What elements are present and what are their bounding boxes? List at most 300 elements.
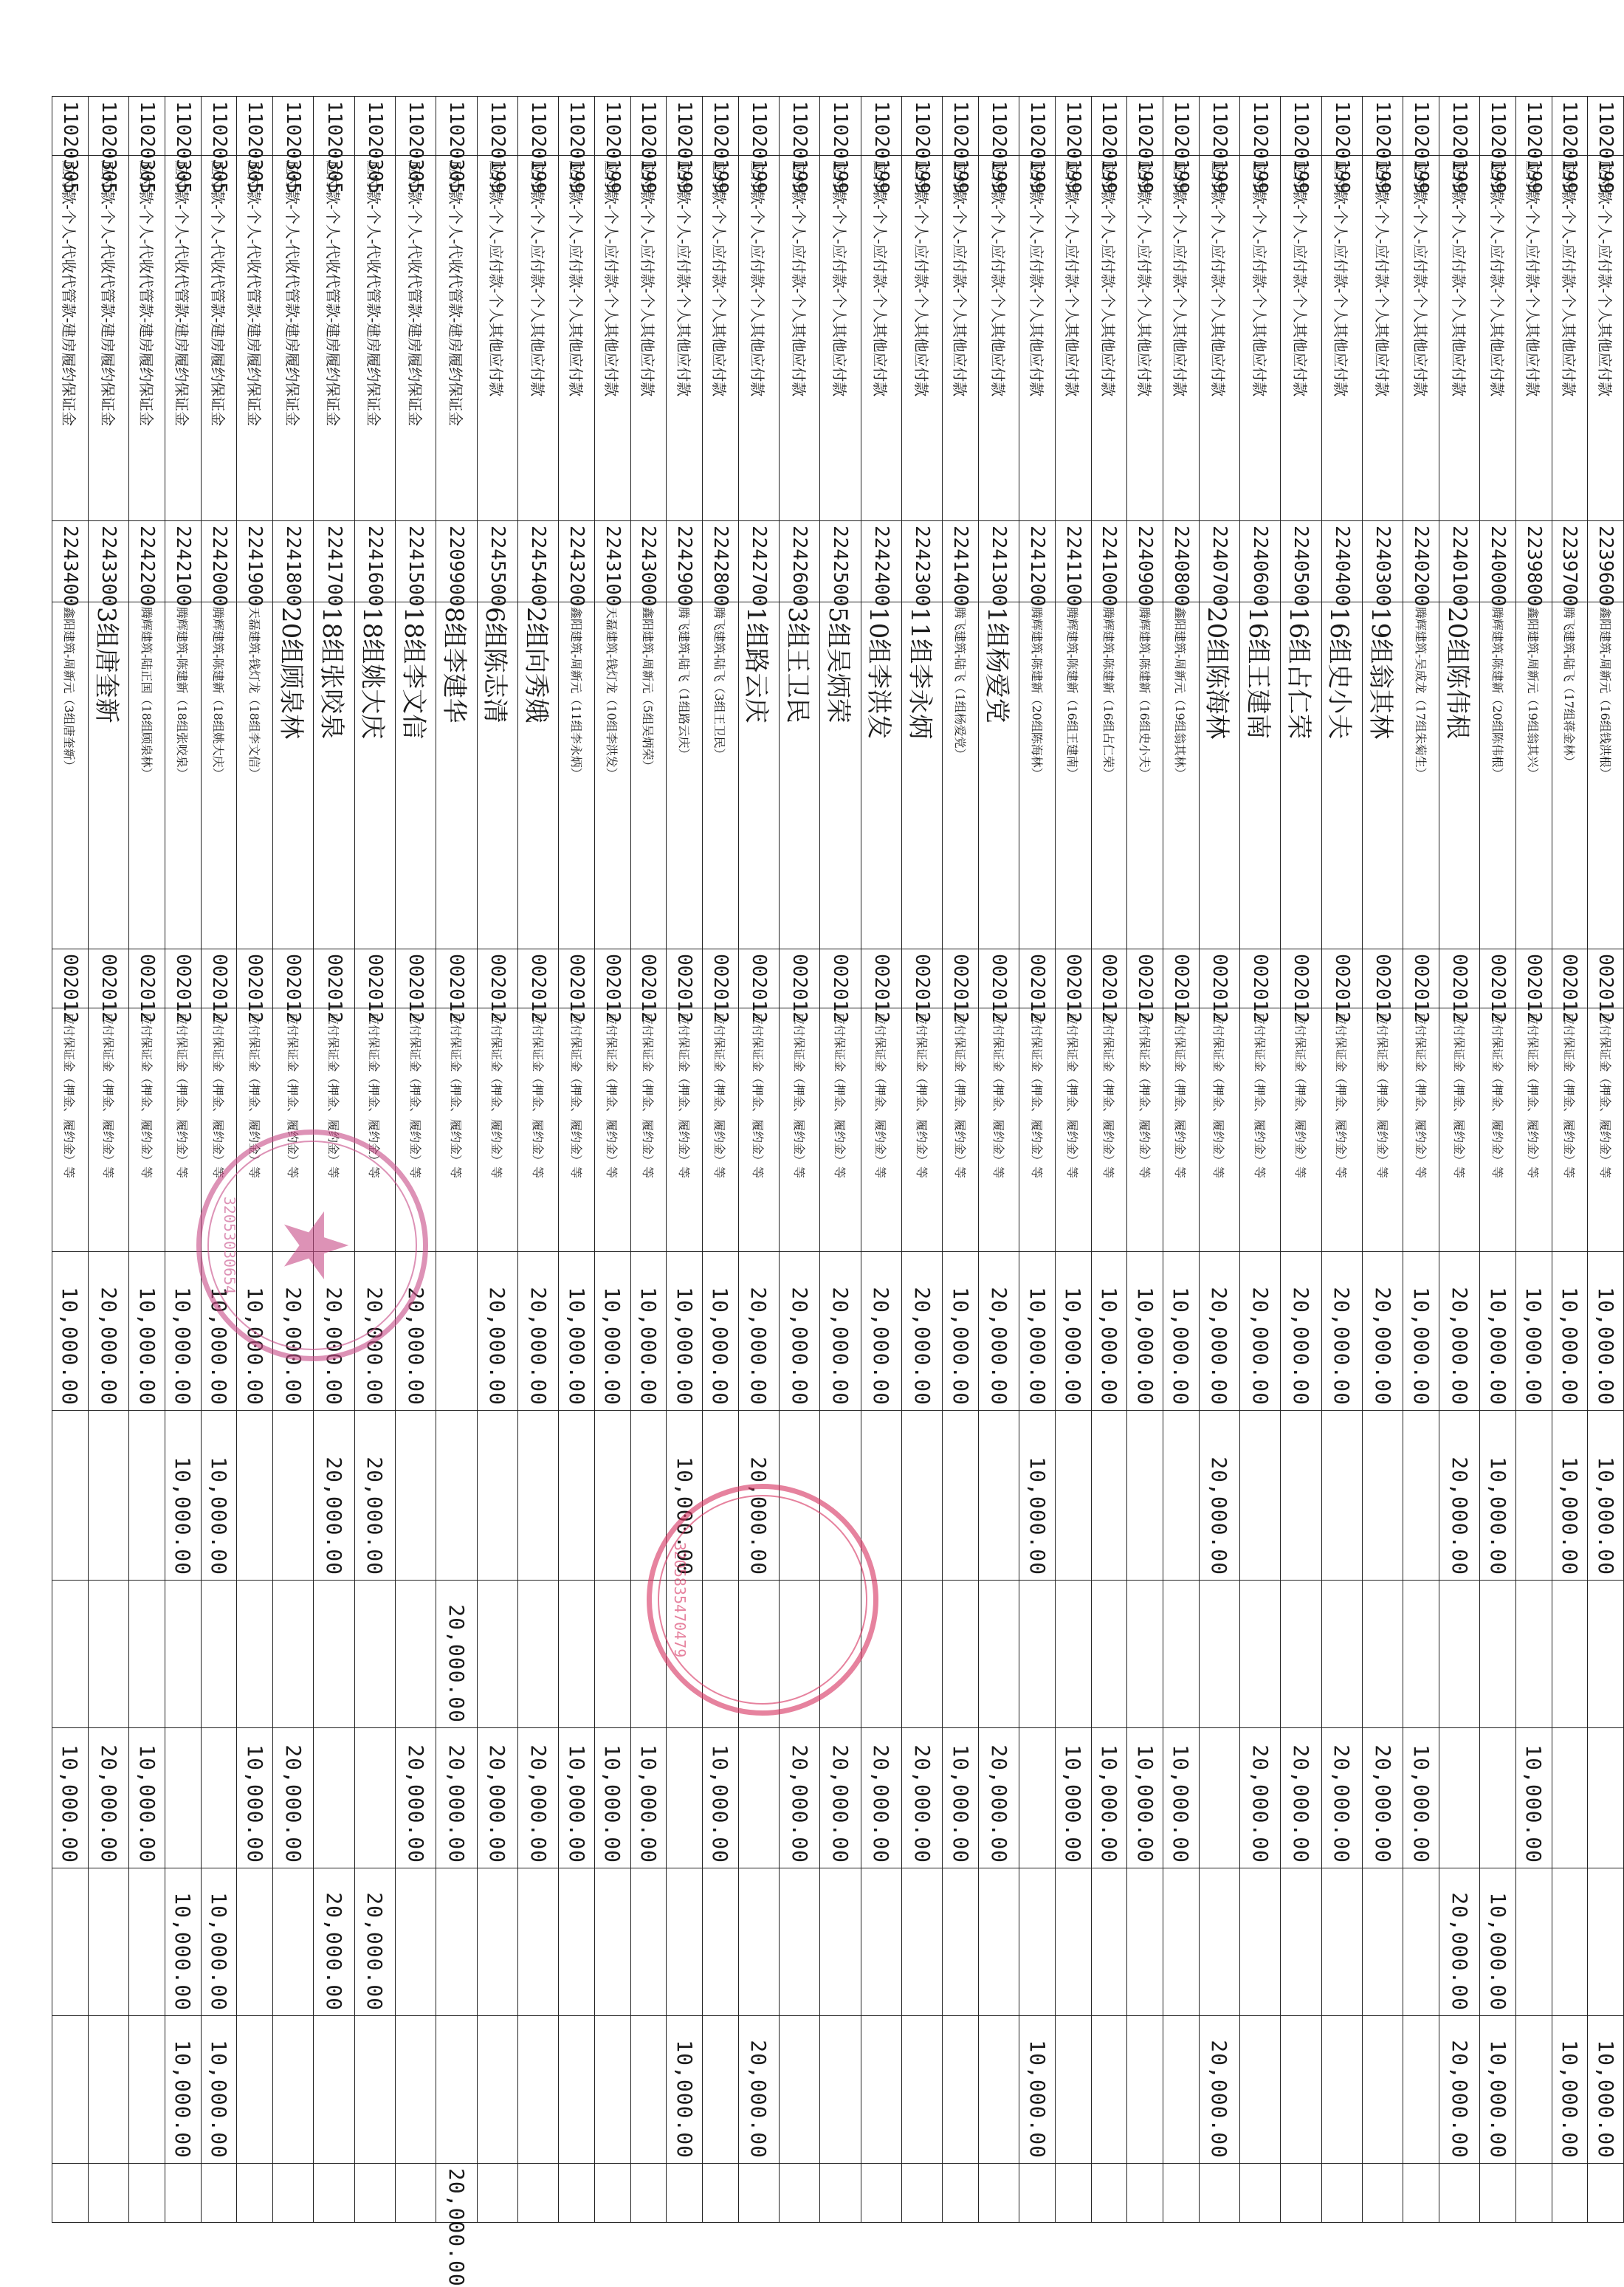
amount-cell-7 bbox=[165, 2164, 202, 2223]
amount-cell-5 bbox=[820, 1868, 861, 2016]
description-cell: 应付保证金（押金、履约金）等 bbox=[1163, 1008, 1200, 1252]
account-code-cell: 11020199 bbox=[594, 97, 630, 156]
amount-cell-6 bbox=[237, 2016, 273, 2164]
description-cell: 应付保证金（押金、履约金）等 bbox=[89, 1008, 129, 1252]
amount-cell-5 bbox=[1515, 1868, 1552, 2016]
account-code-cell: 11020199 bbox=[1515, 97, 1552, 156]
account-name-cell: 应付款-个人-代收代管款-建房履约保证金 bbox=[201, 156, 237, 521]
account-name-cell: 应付款-个人-应付款-个人其他应付款 bbox=[594, 156, 630, 521]
account-code-cell: 11020199 bbox=[901, 97, 942, 156]
amount-cell-4: 20,000.00 bbox=[89, 1728, 129, 1868]
amount-cell-3 bbox=[943, 1581, 979, 1728]
table-row bbox=[1199, 97, 1239, 2223]
amount-cell-5 bbox=[861, 1868, 901, 2016]
table-row bbox=[1439, 97, 1479, 2223]
amount-cell-6: 20,000.00 bbox=[738, 2016, 779, 2164]
account-name-cell: 应付款-个人-应付款-个人其他应付款 bbox=[1281, 156, 1321, 521]
amount-cell-2 bbox=[703, 1411, 739, 1581]
account-code-cell: 11020199 bbox=[1055, 97, 1091, 156]
seal-star-icon: ★ bbox=[263, 1206, 366, 1285]
amount-cell-3 bbox=[1127, 1581, 1163, 1728]
amount-cell-2 bbox=[630, 1411, 667, 1581]
amount-cell-1: 10,000.00 bbox=[1588, 1252, 1624, 1411]
amount-cell-4: 10,000.00 bbox=[1127, 1728, 1163, 1868]
description-cell: 应付保证金（押金、履约金）等 bbox=[1127, 1008, 1163, 1252]
type-code-cell: 002012 bbox=[667, 949, 703, 1008]
table-row bbox=[901, 97, 942, 2223]
description-cell: 应付保证金（押金、履约金）等 bbox=[436, 1008, 477, 1252]
account-code-cell: 11020199 bbox=[1240, 97, 1281, 156]
amount-cell-2 bbox=[1127, 1411, 1163, 1581]
table-row bbox=[1019, 97, 1056, 2223]
amount-cell-1: 10,000.00 bbox=[630, 1252, 667, 1411]
account-code-cell: 11020199 bbox=[667, 97, 703, 156]
amount-cell-3 bbox=[354, 1581, 395, 1728]
description-cell: 应付保证金（押金、履约金）等 bbox=[559, 1008, 595, 1252]
amount-cell-6 bbox=[780, 2016, 820, 2164]
payee-name-cell: 腾辉建筑-陈建新（18组张咬泉） bbox=[165, 602, 202, 949]
entry-code-cell: 2240400 bbox=[1321, 521, 1362, 602]
amount-cell-6 bbox=[1240, 2016, 1281, 2164]
amount-cell-7 bbox=[1163, 2164, 1200, 2223]
type-code-cell: 002012 bbox=[1240, 949, 1281, 1008]
amount-cell-7 bbox=[1055, 2164, 1091, 2223]
amount-cell-4: 10,000.00 bbox=[1515, 1728, 1552, 1868]
table-row bbox=[630, 97, 667, 2223]
amount-cell-3 bbox=[52, 1581, 89, 1728]
table-row bbox=[1091, 97, 1127, 2223]
amount-cell-5 bbox=[1019, 1868, 1056, 2016]
description-cell: 应付保证金（押金、履约金）等 bbox=[1281, 1008, 1321, 1252]
amount-cell-4 bbox=[201, 1728, 237, 1868]
amount-cell-3 bbox=[237, 1581, 273, 1728]
entry-code-cell: 2240100 bbox=[1439, 521, 1479, 602]
amount-cell-5: 20,000.00 bbox=[314, 1868, 354, 2016]
amount-cell-7 bbox=[1091, 2164, 1127, 2223]
amount-cell-7 bbox=[1019, 2164, 1056, 2223]
table-row bbox=[1240, 97, 1281, 2223]
account-name-cell: 应付款-个人-应付款-个人其他应付款 bbox=[1588, 156, 1624, 521]
table-row bbox=[477, 97, 517, 2223]
account-name-cell: 应付款-个人-应付款-个人其他应付款 bbox=[1199, 156, 1239, 521]
account-name-cell: 应付款-个人-应付款-个人其他应付款 bbox=[1091, 156, 1127, 521]
amount-cell-5 bbox=[396, 1868, 436, 2016]
table-row bbox=[436, 97, 477, 2223]
amount-cell-6 bbox=[1362, 2016, 1403, 2164]
amount-cell-5 bbox=[129, 1868, 165, 2016]
amount-cell-3 bbox=[517, 1581, 558, 1728]
amount-cell-7 bbox=[1240, 2164, 1281, 2223]
type-code-cell: 002012 bbox=[1552, 949, 1588, 1008]
amount-cell-3 bbox=[89, 1581, 129, 1728]
amount-cell-1: 20,000.00 bbox=[1240, 1252, 1281, 1411]
amount-cell-1: 10,000.00 bbox=[52, 1252, 89, 1411]
account-name-cell: 应付款-个人-应付款-个人其他应付款 bbox=[1552, 156, 1588, 521]
entry-code-cell: 2242600 bbox=[780, 521, 820, 602]
amount-cell-6: 10,000.00 bbox=[1588, 2016, 1624, 2164]
entry-code-cell: 2240300 bbox=[1362, 521, 1403, 602]
type-code-cell: 002012 bbox=[1163, 949, 1200, 1008]
description-cell: 应付保证金（押金、履约金）等 bbox=[1515, 1008, 1552, 1252]
account-name-cell: 应付款-个人-应付款-个人其他应付款 bbox=[738, 156, 779, 521]
amount-cell-7 bbox=[517, 2164, 558, 2223]
entry-code-cell: 2241300 bbox=[978, 521, 1019, 602]
account-name-cell: 应付款-个人-应付款-个人其他应付款 bbox=[477, 156, 517, 521]
payee-name-cell: 1组杨爱党 bbox=[978, 602, 1019, 949]
description-cell: 应付保证金（押金、履约金）等 bbox=[1439, 1008, 1479, 1252]
description-cell: 应付保证金（押金、履约金）等 bbox=[1019, 1008, 1056, 1252]
amount-cell-1: 10,000.00 bbox=[1480, 1252, 1516, 1411]
account-name-cell: 应付款-个人-应付款-个人其他应付款 bbox=[1321, 156, 1362, 521]
amount-cell-1: 20,000.00 bbox=[396, 1252, 436, 1411]
payee-name-cell: 腾辉建筑-陈建新（20组陈海林） bbox=[1019, 602, 1056, 949]
entry-code-cell: 2241700 bbox=[314, 521, 354, 602]
amount-cell-7 bbox=[237, 2164, 273, 2223]
payee-name-cell: 天磊建筑-钱灯龙（10组李洪发） bbox=[594, 602, 630, 949]
payee-name-cell: 19组翁其林 bbox=[1362, 602, 1403, 949]
amount-cell-3 bbox=[901, 1581, 942, 1728]
account-name-cell: 应付款-个人-应付款-个人其他应付款 bbox=[1163, 156, 1200, 521]
table-row bbox=[1055, 97, 1091, 2223]
amount-cell-5 bbox=[1362, 1868, 1403, 2016]
amount-cell-1: 20,000.00 bbox=[1439, 1252, 1479, 1411]
account-name-cell: 应付款-个人-应付款-个人其他应付款 bbox=[861, 156, 901, 521]
amount-cell-2 bbox=[978, 1411, 1019, 1581]
amount-cell-3 bbox=[1480, 1581, 1516, 1728]
amount-cell-7 bbox=[594, 2164, 630, 2223]
entry-code-cell: 2241800 bbox=[273, 521, 314, 602]
account-code-cell: 11020305 bbox=[314, 97, 354, 156]
type-code-cell: 002012 bbox=[559, 949, 595, 1008]
amount-cell-2 bbox=[820, 1411, 861, 1581]
amount-cell-6 bbox=[273, 2016, 314, 2164]
type-code-cell: 002012 bbox=[1019, 949, 1056, 1008]
amount-cell-5 bbox=[1403, 1868, 1439, 2016]
type-code-cell: 002012 bbox=[89, 949, 129, 1008]
account-name-cell: 应付款-个人-应付款-个人其他应付款 bbox=[780, 156, 820, 521]
payee-name-cell: 腾飞建筑-陆飞（3组王卫民） bbox=[703, 602, 739, 949]
amount-cell-5: 10,000.00 bbox=[1480, 1868, 1516, 2016]
rotated-ledger-sheet bbox=[52, 96, 1624, 2287]
amount-cell-5 bbox=[1199, 1868, 1239, 2016]
amount-cell-6: 10,000.00 bbox=[1480, 2016, 1516, 2164]
account-name-cell: 应付款-个人-应付款-个人其他应付款 bbox=[901, 156, 942, 521]
amount-cell-7 bbox=[477, 2164, 517, 2223]
amount-cell-7 bbox=[89, 2164, 129, 2223]
amount-cell-2 bbox=[901, 1411, 942, 1581]
amount-cell-4 bbox=[1439, 1728, 1479, 1868]
account-name-cell: 应付款-个人-应付款-个人其他应付款 bbox=[517, 156, 558, 521]
amount-cell-2 bbox=[861, 1411, 901, 1581]
payee-name-cell: 天磊建筑-钱灯龙（18组李文信） bbox=[237, 602, 273, 949]
amount-cell-3 bbox=[1403, 1581, 1439, 1728]
table-row bbox=[1281, 97, 1321, 2223]
payee-name-cell: 腾辉建筑-陆正国（18组顾泉林） bbox=[129, 602, 165, 949]
type-code-cell: 002012 bbox=[703, 949, 739, 1008]
type-code-cell: 002012 bbox=[436, 949, 477, 1008]
description-cell: 应付保证金（押金、履约金）等 bbox=[354, 1008, 395, 1252]
amount-cell-4: 20,000.00 bbox=[477, 1728, 517, 1868]
amount-cell-4: 20,000.00 bbox=[1281, 1728, 1321, 1868]
account-name-cell: 应付款-个人-应付款-个人其他应付款 bbox=[1480, 156, 1516, 521]
payee-name-cell: 腾辉建筑-吴成龙（17组朱菊生） bbox=[1403, 602, 1439, 949]
amount-cell-1: 10,000.00 bbox=[667, 1252, 703, 1411]
amount-cell-2 bbox=[237, 1411, 273, 1581]
amount-cell-7 bbox=[901, 2164, 942, 2223]
payee-name-cell: 鑫阳建筑-周新元（19组翁其林） bbox=[1163, 602, 1200, 949]
amount-cell-2 bbox=[1515, 1411, 1552, 1581]
amount-cell-1: 20,000.00 bbox=[477, 1252, 517, 1411]
amount-cell-6 bbox=[1403, 2016, 1439, 2164]
amount-cell-5: 10,000.00 bbox=[201, 1868, 237, 2016]
amount-cell-2 bbox=[52, 1411, 89, 1581]
amount-cell-7 bbox=[1515, 2164, 1552, 2223]
table-row bbox=[165, 97, 202, 2223]
amount-cell-3 bbox=[1515, 1581, 1552, 1728]
amount-cell-1: 10,000.00 bbox=[1091, 1252, 1127, 1411]
amount-cell-4: 10,000.00 bbox=[52, 1728, 89, 1868]
type-code-cell: 002012 bbox=[738, 949, 779, 1008]
payee-name-cell: 11组李永炳 bbox=[901, 602, 942, 949]
description-cell: 应付保证金（押金、履约金）等 bbox=[943, 1008, 979, 1252]
amount-cell-2: 10,000.00 bbox=[1019, 1411, 1056, 1581]
amount-cell-5 bbox=[1552, 1868, 1588, 2016]
account-name-cell: 应付款-个人-代收代管款-建房履约保证金 bbox=[52, 156, 89, 521]
amount-cell-1: 20,000.00 bbox=[273, 1252, 314, 1411]
amount-cell-2: 10,000.00 bbox=[667, 1411, 703, 1581]
amount-cell-5 bbox=[943, 1868, 979, 2016]
amount-cell-2 bbox=[1321, 1411, 1362, 1581]
description-cell: 应付保证金（押金、履约金）等 bbox=[52, 1008, 89, 1252]
payee-name-cell: 鑫阳建筑-周新元（19组翁其兴） bbox=[1515, 602, 1552, 949]
amount-cell-1: 20,000.00 bbox=[1281, 1252, 1321, 1411]
amount-cell-5: 20,000.00 bbox=[354, 1868, 395, 2016]
amount-cell-7 bbox=[943, 2164, 979, 2223]
amount-cell-6 bbox=[477, 2016, 517, 2164]
amount-cell-1: 10,000.00 bbox=[1515, 1252, 1552, 1411]
account-code-cell: 11020305 bbox=[237, 97, 273, 156]
amount-cell-3 bbox=[820, 1581, 861, 1728]
amount-cell-6 bbox=[630, 2016, 667, 2164]
table-row bbox=[780, 97, 820, 2223]
amount-cell-4: 10,000.00 bbox=[703, 1728, 739, 1868]
amount-cell-1: 10,000.00 bbox=[1163, 1252, 1200, 1411]
table-row bbox=[594, 97, 630, 2223]
description-cell: 应付保证金（押金、履约金）等 bbox=[1588, 1008, 1624, 1252]
payee-name-cell: 腾辉建筑-陈建新（18组姚大庆） bbox=[201, 602, 237, 949]
description-cell: 应付保证金（押金、履约金）等 bbox=[901, 1008, 942, 1252]
amount-cell-5 bbox=[703, 1868, 739, 2016]
amount-cell-2 bbox=[559, 1411, 595, 1581]
amount-cell-7 bbox=[314, 2164, 354, 2223]
amount-cell-1: 20,000.00 bbox=[978, 1252, 1019, 1411]
amount-cell-2: 10,000.00 bbox=[1552, 1411, 1588, 1581]
amount-cell-7 bbox=[738, 2164, 779, 2223]
amount-cell-4: 20,000.00 bbox=[273, 1728, 314, 1868]
entry-code-cell: 2242100 bbox=[165, 521, 202, 602]
amount-cell-5 bbox=[630, 1868, 667, 2016]
table-row bbox=[273, 97, 314, 2223]
seal-number: 32053030654 bbox=[221, 1196, 238, 1295]
amount-cell-6 bbox=[1163, 2016, 1200, 2164]
amount-cell-6 bbox=[1127, 2016, 1163, 2164]
amount-cell-3 bbox=[703, 1581, 739, 1728]
account-code-cell: 11020199 bbox=[1362, 97, 1403, 156]
type-code-cell: 002012 bbox=[1588, 949, 1624, 1008]
description-cell: 应付保证金（押金、履约金）等 bbox=[1552, 1008, 1588, 1252]
amount-cell-1: 20,000.00 bbox=[901, 1252, 942, 1411]
account-code-cell: 11020199 bbox=[703, 97, 739, 156]
description-cell: 应付保证金（押金、履约金）等 bbox=[630, 1008, 667, 1252]
type-code-cell: 002012 bbox=[396, 949, 436, 1008]
amount-cell-1: 10,000.00 bbox=[129, 1252, 165, 1411]
table-row bbox=[1515, 97, 1552, 2223]
account-name-cell: 应付款-个人-代收代管款-建房履约保证金 bbox=[273, 156, 314, 521]
amount-cell-7 bbox=[354, 2164, 395, 2223]
account-code-cell: 11020305 bbox=[354, 97, 395, 156]
amount-cell-3 bbox=[1240, 1581, 1281, 1728]
amount-cell-6 bbox=[943, 2016, 979, 2164]
amount-cell-5 bbox=[273, 1868, 314, 2016]
payee-name-cell: 6组陈志清 bbox=[477, 602, 517, 949]
amount-cell-7 bbox=[1281, 2164, 1321, 2223]
type-code-cell: 002012 bbox=[1362, 949, 1403, 1008]
amount-cell-2 bbox=[1163, 1411, 1200, 1581]
amount-cell-7 bbox=[703, 2164, 739, 2223]
type-code-cell: 002012 bbox=[978, 949, 1019, 1008]
amount-cell-2 bbox=[517, 1411, 558, 1581]
table-row bbox=[1552, 97, 1588, 2223]
description-cell: 应付保证金（押金、履约金）等 bbox=[517, 1008, 558, 1252]
entry-code-cell: 2243100 bbox=[594, 521, 630, 602]
table-row bbox=[129, 97, 165, 2223]
amount-cell-4: 20,000.00 bbox=[517, 1728, 558, 1868]
amount-cell-1: 20,000.00 bbox=[1362, 1252, 1403, 1411]
amount-cell-1: 20,000.00 bbox=[820, 1252, 861, 1411]
type-code-cell: 002012 bbox=[1091, 949, 1127, 1008]
amount-cell-6 bbox=[89, 2016, 129, 2164]
amount-cell-4: 20,000.00 bbox=[1240, 1728, 1281, 1868]
payee-name-cell: 20组陈伟根 bbox=[1439, 602, 1479, 949]
entry-code-cell: 2240000 bbox=[1480, 521, 1516, 602]
amount-cell-4: 10,000.00 bbox=[943, 1728, 979, 1868]
amount-cell-1: 10,000.00 bbox=[165, 1252, 202, 1411]
amount-cell-3 bbox=[978, 1581, 1019, 1728]
ledger-body bbox=[52, 97, 1624, 2287]
entry-code-cell: 2241200 bbox=[1019, 521, 1056, 602]
amount-cell-7 bbox=[630, 2164, 667, 2223]
description-cell: 应付保证金（押金、履约金）等 bbox=[165, 1008, 202, 1252]
account-code-cell: 11020305 bbox=[436, 97, 477, 156]
amount-cell-1: 20,000.00 bbox=[1199, 1252, 1239, 1411]
amount-cell-6: 20,000.00 bbox=[1199, 2016, 1239, 2164]
payee-name-cell: 18组李文信 bbox=[396, 602, 436, 949]
account-code-cell: 11020199 bbox=[1403, 97, 1439, 156]
amount-cell-6 bbox=[1515, 2016, 1552, 2164]
amount-cell-2: 10,000.00 bbox=[201, 1411, 237, 1581]
amount-cell-4: 10,000.00 bbox=[1055, 1728, 1091, 1868]
entry-code-cell: 2242400 bbox=[861, 521, 901, 602]
amount-cell-3 bbox=[738, 1581, 779, 1728]
amount-cell-1: 10,000.00 bbox=[201, 1252, 237, 1411]
table-row bbox=[52, 97, 89, 2223]
entry-code-cell: 2240600 bbox=[1240, 521, 1281, 602]
account-code-cell: 11020199 bbox=[1019, 97, 1056, 156]
account-code-cell: 11020199 bbox=[1091, 97, 1127, 156]
description-cell: 应付保证金（押金、履约金）等 bbox=[1240, 1008, 1281, 1252]
amount-cell-5 bbox=[780, 1868, 820, 2016]
amount-cell-3 bbox=[559, 1581, 595, 1728]
entry-code-cell: 2242500 bbox=[820, 521, 861, 602]
account-name-cell: 应付款-个人-应付款-个人其他应付款 bbox=[1127, 156, 1163, 521]
amount-cell-6 bbox=[1281, 2016, 1321, 2164]
amount-cell-1: 20,000.00 bbox=[89, 1252, 129, 1411]
amount-cell-6 bbox=[978, 2016, 1019, 2164]
entry-code-cell: 2245500 bbox=[477, 521, 517, 602]
amount-cell-2: 20,000.00 bbox=[354, 1411, 395, 1581]
amount-cell-7 bbox=[1127, 2164, 1163, 2223]
amount-cell-5 bbox=[1588, 1868, 1624, 2016]
account-name-cell: 应付款-个人-应付款-个人其他应付款 bbox=[1019, 156, 1056, 521]
amount-cell-6 bbox=[861, 2016, 901, 2164]
amount-cell-2: 20,000.00 bbox=[1199, 1411, 1239, 1581]
amount-cell-4: 10,000.00 bbox=[1403, 1728, 1439, 1868]
amount-cell-6: 10,000.00 bbox=[667, 2016, 703, 2164]
account-name-cell: 应付款-个人-代收代管款-建房履约保证金 bbox=[436, 156, 477, 521]
seal-number: 3205835470479 bbox=[671, 1541, 689, 1658]
amount-cell-7 bbox=[1403, 2164, 1439, 2223]
amount-cell-6 bbox=[901, 2016, 942, 2164]
payee-name-cell: 3组王卫民 bbox=[780, 602, 820, 949]
table-row bbox=[517, 97, 558, 2223]
description-cell: 应付保证金（押金、履约金）等 bbox=[1321, 1008, 1362, 1252]
amount-cell-4 bbox=[1588, 1728, 1624, 1868]
payee-name-cell: 鑫阳建筑-周新元（16组钱洪根） bbox=[1588, 602, 1624, 949]
amount-cell-1: 10,000.00 bbox=[1055, 1252, 1091, 1411]
amount-cell-2: 10,000.00 bbox=[1480, 1411, 1516, 1581]
amount-cell-4: 20,000.00 bbox=[978, 1728, 1019, 1868]
description-cell: 应付保证金（押金、履约金）等 bbox=[978, 1008, 1019, 1252]
amount-cell-1: 10,000.00 bbox=[943, 1252, 979, 1411]
amount-cell-4: 20,000.00 bbox=[436, 1728, 477, 1868]
payee-name-cell: 20组陈海林 bbox=[1199, 602, 1239, 949]
account-name-cell: 应付款-个人-应付款-个人其他应付款 bbox=[703, 156, 739, 521]
description-cell: 应付保证金（押金、履约金）等 bbox=[1480, 1008, 1516, 1252]
table-row bbox=[559, 97, 595, 2223]
amount-cell-5 bbox=[1091, 1868, 1127, 2016]
type-code-cell: 002012 bbox=[273, 949, 314, 1008]
entry-code-cell: 2239600 bbox=[1588, 521, 1624, 602]
amount-cell-4: 10,000.00 bbox=[1163, 1728, 1200, 1868]
account-name-cell: 应付款-个人-代收代管款-建房履约保证金 bbox=[237, 156, 273, 521]
payee-name-cell: 鑫阳建筑-周新元（3组唐奎新） bbox=[52, 602, 89, 949]
type-code-cell: 002012 bbox=[237, 949, 273, 1008]
amount-cell-2: 20,000.00 bbox=[314, 1411, 354, 1581]
entry-code-cell: 2241600 bbox=[354, 521, 395, 602]
amount-cell-6 bbox=[129, 2016, 165, 2164]
type-code-cell: 002012 bbox=[861, 949, 901, 1008]
amount-cell-6 bbox=[703, 2016, 739, 2164]
amount-cell-4: 10,000.00 bbox=[237, 1728, 273, 1868]
amount-cell-6 bbox=[1091, 2016, 1127, 2164]
table-row bbox=[1480, 97, 1516, 2223]
amount-cell-4 bbox=[1552, 1728, 1588, 1868]
account-code-cell: 11020305 bbox=[129, 97, 165, 156]
amount-cell-3 bbox=[1091, 1581, 1127, 1728]
description-cell: 应付保证金（押金、履约金）等 bbox=[1362, 1008, 1403, 1252]
amount-cell-5 bbox=[978, 1868, 1019, 2016]
type-code-cell: 002012 bbox=[1199, 949, 1239, 1008]
